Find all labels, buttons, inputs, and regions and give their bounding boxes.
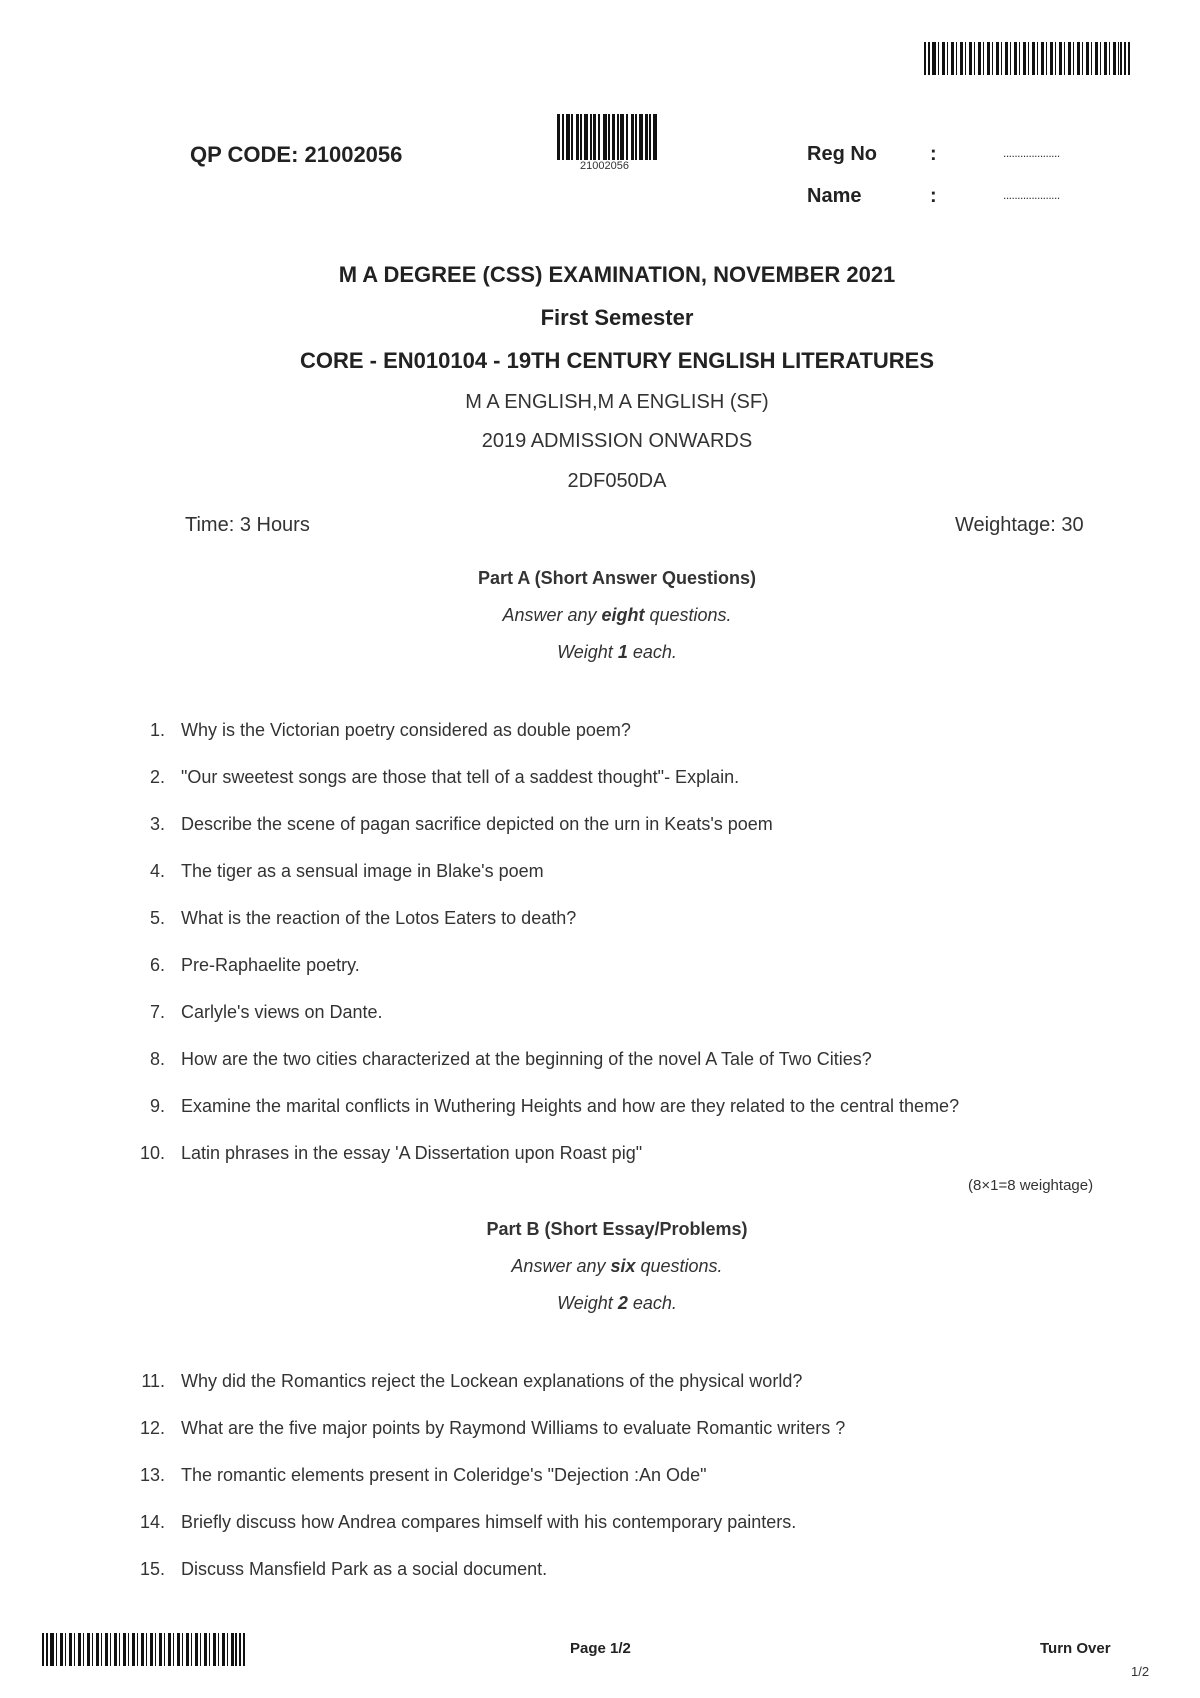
exam-code: 2DF050DA — [567, 470, 667, 492]
question-text: Discuss Mansfield Park as a social document. — [181, 1559, 548, 1579]
qp-barcode-number: 21002056 — [580, 160, 629, 172]
bottom-barcode — [42, 1633, 245, 1666]
reg-no-field: .................... — [1003, 146, 1060, 160]
page-number: 1/2 — [1131, 1664, 1150, 1679]
question-text: Carlyle's views on Dante. — [181, 1002, 383, 1022]
exam-semester: First Semester — [540, 305, 694, 330]
question-number: 4. — [149, 861, 165, 881]
question-text: Examine the marital conflicts in Wuthering Heights and how are they related to the central theme? — [181, 1096, 960, 1116]
part-a-instruction: Answer any eight questions. — [502, 605, 732, 625]
question-number: 1. — [149, 720, 165, 740]
question-number: 5. — [149, 908, 165, 928]
question-number: 3. — [149, 814, 165, 834]
question-text: How are the two cities characterized at the beginning of the novel A Tale of Two Cities? — [181, 1049, 872, 1069]
question-number: 6. — [149, 955, 165, 975]
top-barcode — [924, 42, 1130, 75]
part-a-weightage-total: (8×1=8 weightage) — [968, 1177, 1094, 1194]
question-text: Briefly discuss how Andrea compares himself with his contemporary painters. — [181, 1512, 797, 1532]
name-colon: : — [930, 185, 937, 207]
question-text: The tiger as a sensual image in Blake's poem — [181, 861, 544, 881]
exam-time: Time: 3 Hours — [185, 514, 310, 536]
qp-barcode — [557, 114, 657, 160]
exam-weightage: Weightage: 30 — [955, 514, 1084, 536]
question-text: Why is the Victorian poetry considered as double poem? — [181, 720, 631, 740]
exam-programme: M A ENGLISH,M A ENGLISH (SF) — [465, 391, 769, 413]
question-number: 2. — [149, 767, 165, 787]
part-b-instruction: Answer any six questions. — [511, 1256, 723, 1276]
question-text: Pre-Raphaelite poetry. — [181, 955, 360, 975]
part-a-weight: Weight 1 each. — [557, 642, 677, 662]
exam-title: M A DEGREE (CSS) EXAMINATION, NOVEMBER 2021 — [338, 262, 896, 287]
question-text: "Our sweetest songs are those that tell of a saddest thought"- Explain. — [181, 767, 740, 787]
exam-admission: 2019 ADMISSION ONWARDS — [481, 430, 753, 452]
name-field: .................... — [1003, 188, 1060, 202]
question-text: What is the reaction of the Lotos Eaters to death? — [181, 908, 577, 928]
name-label: Name — [807, 185, 862, 207]
question-text: Describe the scene of pagan sacrifice depicted on the urn in Keats's poem — [181, 814, 773, 834]
reg-no-colon: : — [930, 143, 937, 165]
question-number: 7. — [149, 1002, 165, 1022]
page-indicator: Page 1/2 — [570, 1640, 631, 1657]
question-number: 13. — [139, 1465, 165, 1485]
part-a-heading: Part A (Short Answer Questions) — [477, 568, 757, 588]
turn-over: Turn Over — [1040, 1640, 1111, 1657]
qp-code: QP CODE: 21002056 — [190, 142, 403, 167]
question-number: 15. — [139, 1559, 165, 1579]
question-text: Why did the Romantics reject the Lockean explanations of the physical world? — [181, 1371, 803, 1391]
question-number: 9. — [149, 1096, 165, 1116]
question-number: 10. — [139, 1143, 165, 1163]
question-text: What are the five major points by Raymond Williams to evaluate Romantic writers ? — [181, 1418, 846, 1438]
question-number: 11. — [141, 1371, 165, 1391]
question-text: The romantic elements present in Coleridge's "Dejection :An Ode" — [181, 1465, 707, 1485]
exam-course: CORE - EN010104 - 19TH CENTURY ENGLISH LITERATURES — [299, 348, 935, 373]
question-number: 8. — [149, 1049, 165, 1069]
question-number: 12. — [139, 1418, 165, 1438]
part-b-heading: Part B (Short Essay/Problems) — [486, 1219, 748, 1239]
question-number: 14. — [139, 1512, 165, 1532]
question-text: Latin phrases in the essay 'A Dissertation upon Roast pig" — [181, 1143, 643, 1163]
reg-no-label: Reg No — [807, 143, 877, 165]
part-b-weight: Weight 2 each. — [557, 1293, 677, 1313]
